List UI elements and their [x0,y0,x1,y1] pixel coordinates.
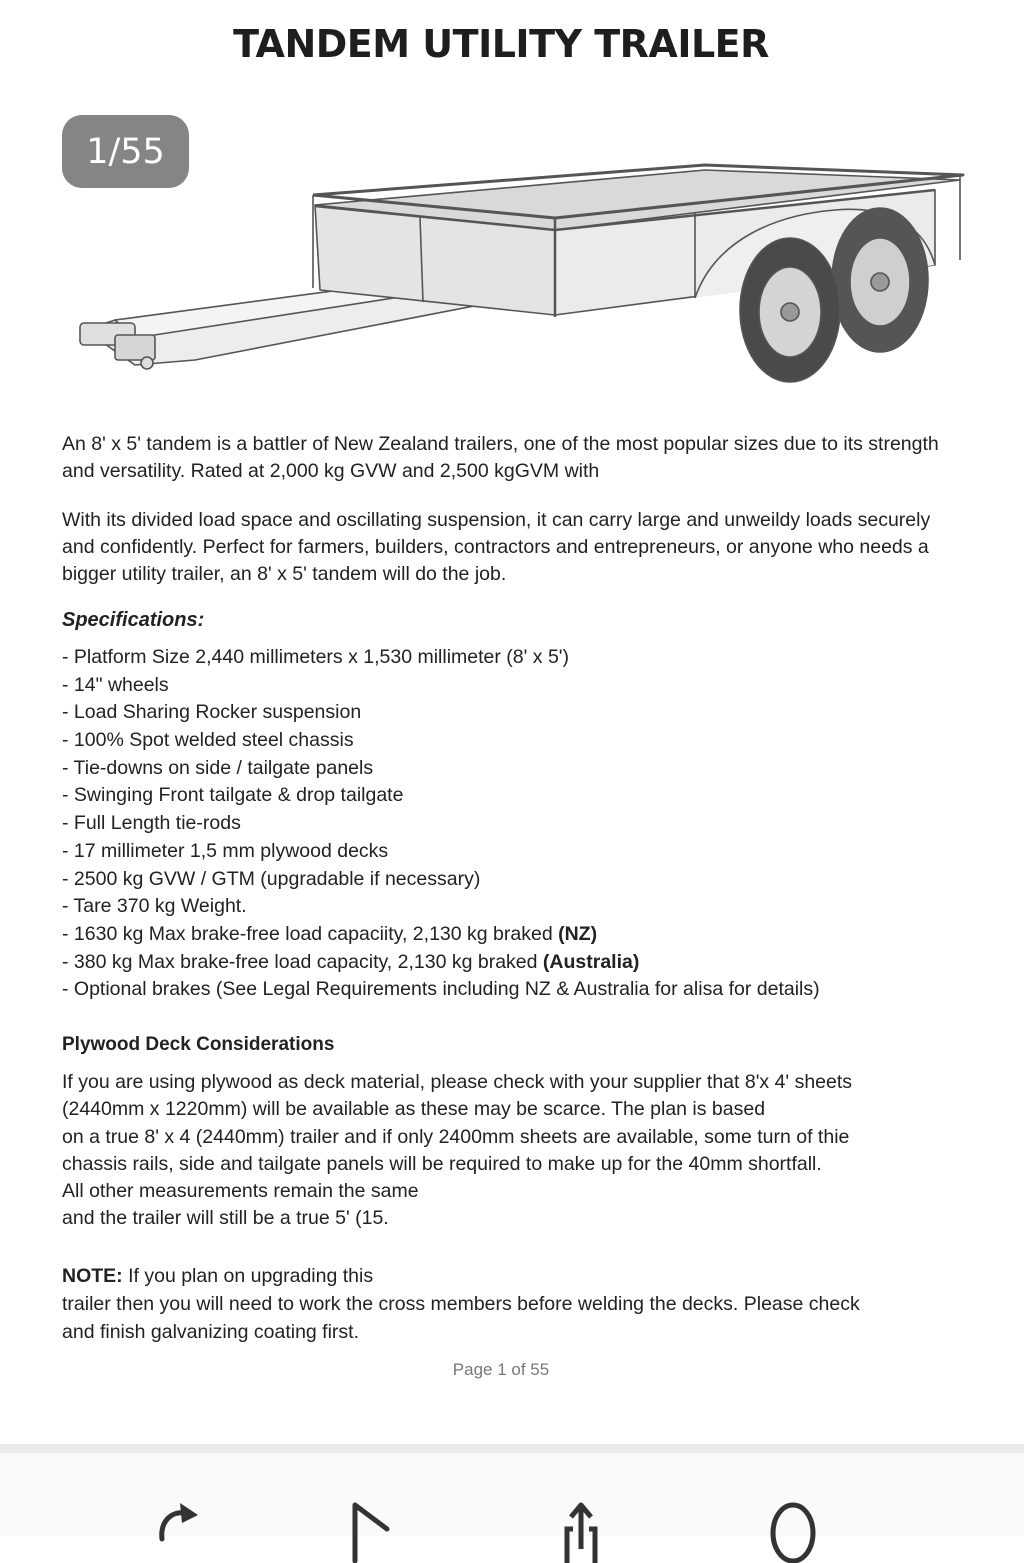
spec-item: - 17 millimeter 1,5 mm plywood decks [62,839,389,862]
spec-item: - Tie-downs on side / tailgate panels [62,756,374,779]
note-label: NOTE: [62,1265,123,1287]
note-paragraph: NOTE: If you plan on upgrading this trailer then you will need to work the cross members before welding the decks. Please check and finish galvanizing coating first. [62,1265,860,1343]
page-footer: Page 1 of 55 [452,1360,550,1379]
spec-item: - 380 kg Max brake-free load capacity, 2,130 kg braked (Australia) [62,950,640,973]
play-button[interactable] [340,1499,410,1539]
spec-item: - Swinging Front tailgate & drop tailgate [62,784,404,807]
intro-paragraph-1: An 8' x 5' tandem is a battler of New Zealand trailers, one of the most popular sizes due to its strength and versatility. Rated at 2,000 kg GVW and 2,500 kgGVM with [62,433,939,482]
trailer-illustration [75,160,970,390]
spec-item: - 14" wheels [62,673,169,696]
share-icon [549,1499,613,1563]
search-icon [759,1499,823,1563]
play-icon [343,1499,407,1563]
spec-item: - Load Sharing Rocker suspension [62,701,362,724]
plywood-paragraph: If you are using plywood as deck material, please check with your supplier that 8'x 4' sheets (2440mm x 1220mm) will be available as these may be scarce. The plan is based on a true 8' x 4 (2440mm) trailer and if only 2400mm sheets are available, some turn of thie chassis rails, side and tailgate panels will be required to make up for the 40mm shortfall. All other measurements remain the same and the trailer will still be a true 5' (15. [62,1071,853,1230]
spec-item: - 1630 kg Max brake-free load capaciity, 2,130 kg braked (NZ) [62,922,598,945]
rotate-icon [148,1499,212,1563]
bottom-toolbar [0,1453,1024,1536]
share-button[interactable] [546,1499,616,1539]
page-title: TANDEM UTILITY TRAILER [233,22,769,66]
plywood-heading: Plywood Deck Considerations [62,1034,335,1055]
specifications-list [62,644,820,1004]
rotate-button[interactable] [145,1499,215,1539]
toolbar-divider [0,1444,1024,1453]
specifications-heading: Specifications: [62,609,205,631]
page-indicator-badge: 1/55 [62,115,189,188]
spec-item: - Optional brakes (See Legal Requirements including NZ & Australia for alisa for details) [62,978,820,1001]
spec-item: - Tare 370 kg Weight. [62,895,247,918]
search-button[interactable] [756,1499,826,1539]
spec-item: - 2500 kg GVW / GTM (upgradable if necessary) [62,867,481,890]
spec-item: - Platform Size 2,440 millimeters x 1,530 millimeter (8' x 5') [62,646,570,668]
spec-item: - Full Length tie-rods [62,812,241,835]
intro-paragraph-2: With its divided load space and oscillating suspension, it can carry large and unweildy loads securely and confidently. Perfect for farmers, builders, contractors and entrepreneurs, or anyone who needs a bigger utility trailer, an 8' x 5' tandem will do the job. [62,509,931,585]
spec-item: - 100% Spot welded steel chassis [62,729,354,752]
